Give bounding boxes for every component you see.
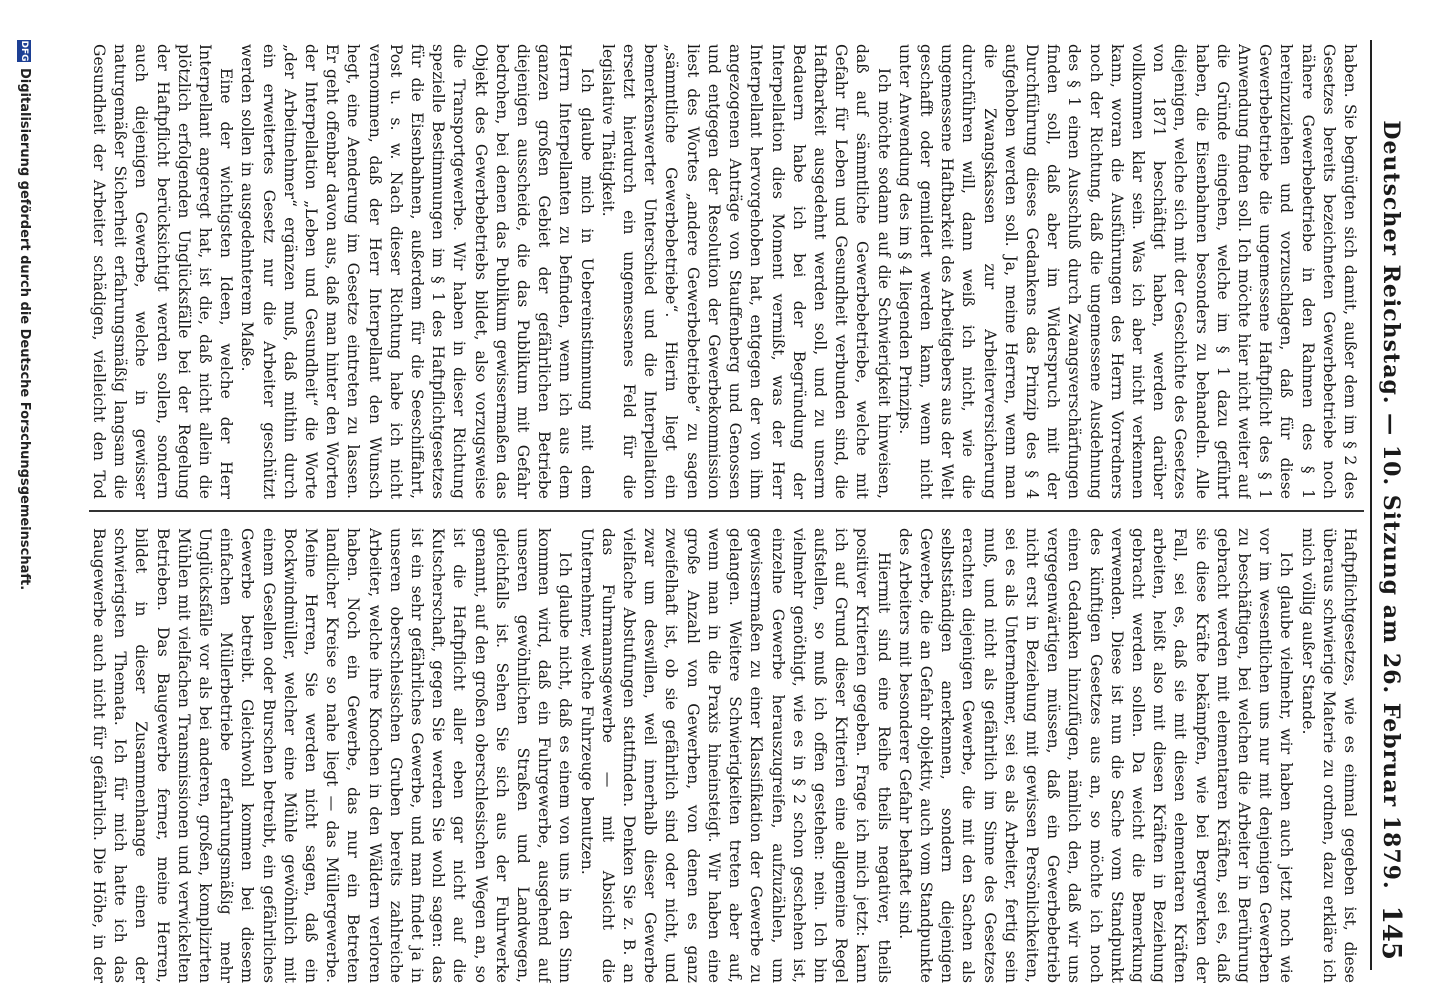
paragraph: Hiermit sind eine Reihe theils negativer, theils positiver Kriterien gegeben. Frage ich mich jetzt: kann ich auf Grund dieser Kriterien eine allgemeine Regel aufstellen, so muß ich offen gestehen: nein. Ich bin vielmehr genöthigt, wie es in § 2 schon geschehen ist, einzelne Gewerbe herauszugreifen, aufzuzählen, um gewissermaßen zu einer Klassifikation der Gewerbe zu gelangen. Weitere Schwierigkeiten treten aber auf, wenn man in die Praxis hineinsteigt. Wir haben eine große Anzahl von Gewerben, von denen es ganz zweifelhaft ist, ob sie gefährlich sind oder nicht, und zwar um deswillen, weil innerhalb dieser Gewerbe vielfache Abstufungen stattfinden. Denken Sie z. B. an das Fuhrmannsgewerbe — mit Absicht die Unternehmer, welche Fuhrzeuge benutzen. (577, 528, 893, 983)
left-column (90, 44, 1360, 499)
digitization-note (8, 40, 32, 970)
dfg-logo-icon: DFG (19, 40, 30, 62)
paragraph: Ich glaube nicht, daß es einem von uns in den Sinn kommen wird, daß ein Fuhrgewerbe, ausgehend auf unseren gewöhnlichen Straßen und Landwegen, gleichfalls ist. Sehen Sie sich aus der Fuhrwerke genannt, auf den großen oberschlesischen Wegen an, so ist die Haftpflicht aller eben gar nicht auf die Kutscherschaft, gegen Sie werden Sie wohl sagen: das ist ein sehr gefährliches Gewerbe, und man findet ja in unseren oberschlesischen Gruben bereits zahlreiche Arbeiter, welche ihre Knochen in den Wäldern verloren haben. Noch ein Gewerbe, das nur ein Betreten landlicher Kreise so nahe liegt — das Müllergewerbe. Meine Herren, Sie werden nicht sagen, daß ein Bockwindmüller, welcher eine Mühle gewöhnlich mit einem Gesellen oder Burschen betreibt, ein gefährliches Gewerbe betreibt. Gleichwohl kommen bei diesem einfachen Müllerbetriebe erfahrungsmäßig mehr Unglücksfälle vor als bei anderen, großen, komplizirten Mühlen mit vielfachen Transmissionen und verwickelten Betrieben. Das Baugewerbe ferner, meine Herren, bildet in dieser Zusammenhange einen der schwierigsten Themata. Ich für mich hatte ich das Baugewerbe auch nicht für gefährlich. Die Höhe, in der (90, 528, 575, 983)
paragraph: Ich glaube vielmehr, wir haben auch jetzt noch wie vor im wesentlichen uns nur mit denjenigen Gewerben zu beschäftigen, bei welchen die Arbeiter in Berührung gebracht werden mit elementaren Kräften, sei es, daß sie diese Kräfte bekämpfen, wie bei Bergwerken der Fall, sei es, daß sie mit diesen elementaren Kräften arbeiten, heißt also mit diesen Kräften in Beziehung gebracht werden sollen. Da weicht die Bemerkung verwenden. Diese ist nun die Sache vom Standpunkt des künftigen Gesetzes aus an, so möchte ich noch einen Gedanken hinzufügen, nämlich den, daß wir uns vergegenwärtigen müssen, daß ein Gewerbebetrieb nicht erst in Beziehung mit gewissen Persönlichkeiten, sei es als Unternehmer, sei es als Arbeiter, fertig sein muß, und nicht als gefährlich im Sinne des Gesetzes erachten diejenigen Gewerbe, die mit den Sachen als selbstständigen anerkennen, sondern diejenigen Gewerbe, die an Gefahr objektiv, auch vom Standpunkte des Arbeiters mit besonderer Gefahr behaftet sind. (895, 528, 1296, 983)
column-divider (89, 510, 1364, 512)
page-number: 145 (1376, 905, 1406, 960)
page-header (1370, 40, 1412, 970)
page-title: Deutscher Reichstag. — 10. Sitzung am 26. Februar 1879. (1378, 120, 1404, 890)
paragraph: Eine der wichtigsten Ideen, welche der Herr Interpellant angeregt hat, ist die, daß nicht allein die plötzlich erfolgenden Unglücksfälle bei der Regelung der Haftpflicht berücksichtigt werden sollen, sondern auch diejenigen Gewerbe, welche in gewisser naturgemäßer Sicherheit erfahrungsmäßig langsam die Gesundheit der Arbeiter schädigen, vielleicht den Tod (90, 44, 236, 499)
paragraph: Ich glaube mich in Uebereinstimmung mit dem Herrn Interpellanten zu befinden, wenn ich aus dem ganzen großen Gebiet der gefährlichen Betriebe diejenigen ausscheide, die das Publikum mit Gefahr bedrohen, bei denen das Publikum gewissermaßen das Objekt des Gewerbebetriebs bildet, also vorzugsweise die Transportgewerbe. Wir haben in dieser Richtung spezielle Bestimmungen im § 1 des Haftpflichtgesetzes für die Eisenbahnen, außerdem für die Seeschiffahrt, Post u. s. w. Nach dieser Richtung habe ich nicht vernommen, daß der Herr Interpellant den Wunsch hegt, eine Aenderung im Gesetze eintreten zu lassen. Er geht offenbar davon aus, daß man hinter den Worten der Interpellation „Leben und Gesundheit“ die Worte „der Arbeitnehmer“ ergänzen muß, daß mithin durch ein erweitertes Gesetz nur die Arbeiter geschützt werden sollen in ausgedehnterem Maße. (238, 44, 596, 499)
paragraph: haben. Sie begnügten sich damit, außer dem im § 2 des Gesetzes bereits bezeichneten Gewerbebetriebe noch nähere Gewerbebetriebe in den Rahmen des § 1 hereinzuziehen und vorzuschlagen, daß für diese Gewerbebetriebe die ungemessene Haftpflicht des § 1 Anwendung finden soll. Ich möchte hier nicht weiter auf die Gründe eingehen, welche im § 1 dazu geführt haben, die Eisenbahnen besonders zu behandeln. Alle diejenigen, welche sich mit der Geschichte des Gesetzes von 1871 beschäftigt haben, werden darüber vollkommen klar sein. Was ich aber nicht verkennen kann, woran die Ausführungen des Herrn Vorredners noch der Richtung, daß die ungemessene Ausdehnung des § 1 einen Ausschluß durch Zwangsverschärfungen finden soll, daß aber im Widerspruch mit der Durchführung dieses Gedankens das Prinzip des § 4 aufgehoben werden soll. Ja, meine Herren, wenn man die Zwangskassen zur Arbeiterversicherung durchführen will, dann weiß ich nicht, wie die ungemessene Haftbarkeit des Arbeitgebers aus der Welt geschafft oder gemildert werden kann, wenn nicht unter Anwendung des im § 4 liegenden Prinzips. (895, 44, 1359, 499)
paragraph: Haftpflichtgesetzes, wie es einmal gegeben ist, diese überaus schwierige Materie zu ordnen, dazu erkläre ich mich völlig außer Stande. (1298, 528, 1359, 983)
digitization-text: Digitalisierung gefördert durch die Deutsche Forschungsgemeinschaft. (17, 68, 32, 591)
paragraph: Ich möchte sodann auf die Schwierigkeit hinweisen, daß auf sämmtliche Gewerbebetriebe, welche mit Gefahr für Leben und Gesundheit verbunden sind, die Haftbarkeit ausgedehnt werden soll, und zu unserm Bedauern habe ich bei der Begründung der Interpellation dies Moment vermißt, was der Herr Interpellant hervorgehoben hat, entgegen der von ihm angezogenen Anträge von Stauffenberg und Genossen und entgegen der Resolution der Gewerbekommission liest des Wortes „andere Gewerbebetriebe“ zu sagen „sämmtliche Gewerbebetriebe“. Hierin liegt ein bemerkenswerter Unterschied und die Interpellation ersetzt hierdurch ein ungemessenes Feld für die legislative Thätigkeit. (598, 44, 893, 499)
right-column (90, 528, 1360, 983)
